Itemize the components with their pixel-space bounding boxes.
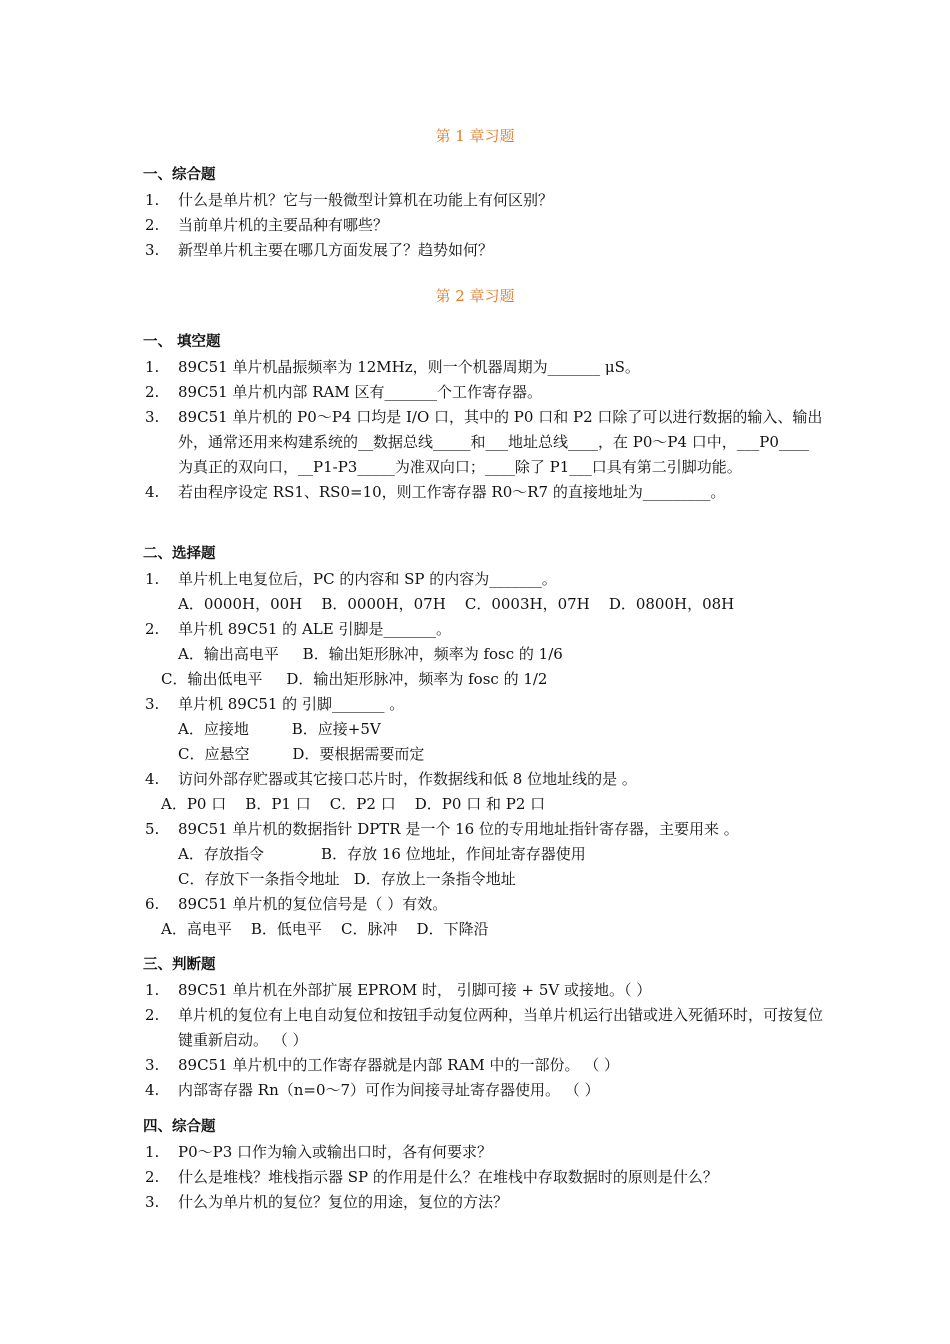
question-number: 1. — [145, 191, 160, 209]
question-text: 访问外部存贮器或其它接口芯片时，作数据线和低 8 位地址线的是 。 — [178, 770, 637, 788]
question-text: 89C51 单片机内部 RAM 区有_______个工作寄存器。 — [178, 383, 542, 401]
section-heading: 三、判断题 — [143, 957, 216, 973]
question-text: 当前单片机的主要品种有哪些？ — [178, 216, 389, 234]
question-item — [143, 238, 823, 263]
question-number: 2. — [145, 1006, 160, 1024]
question-number: 1. — [145, 981, 160, 999]
answer-options: A．存放指令 B．存放 16 位地址，作间址寄存器使用 — [178, 845, 586, 863]
section-heading: 四、综合题 — [143, 1119, 216, 1135]
question-number: 1. — [145, 1143, 160, 1161]
question-item — [143, 480, 823, 505]
question-item — [143, 355, 823, 380]
question-text: P0～P3 口作为输入或输出口时，各有何要求？ — [178, 1143, 493, 1161]
question-item — [143, 1078, 823, 1103]
question-item — [143, 692, 823, 717]
question-number: 4. — [145, 770, 160, 788]
question-item — [143, 405, 823, 480]
question-item — [143, 380, 823, 405]
multiple-choice-section — [143, 542, 823, 942]
fill-in-section — [143, 330, 823, 505]
section-heading: 一、 填空题 — [143, 334, 221, 350]
answer-options: A．输出高电平 B．输出矩形脉冲，频率为 fosc 的 1/6 — [178, 645, 563, 663]
question-text: 单片机 89C51 的 引脚_______ 。 — [178, 695, 405, 713]
question-text: 什么是堆栈？堆栈指示器 SP 的作用是什么？在堆栈中存取数据时的原则是什么？ — [178, 1168, 718, 1186]
question-text: 内部寄存器 Rn（n=0～7）可作为间接寻址寄存器使用。 （ ） — [178, 1081, 600, 1099]
question-number: 6. — [145, 895, 160, 913]
question-number: 4. — [145, 1081, 160, 1099]
question-number: 3. — [145, 1056, 160, 1074]
question-item — [143, 567, 823, 592]
answer-options: A．0000H，00H B．0000H，07H C．0003H，07H D．0800H，08H — [178, 595, 735, 613]
question-text: 89C51 单片机在外部扩展 EPROM 时， 引脚可接 + 5V 或接地。（ ） — [178, 981, 652, 999]
answer-options: A．应接地 B．应接+5V — [178, 720, 381, 738]
question-item — [143, 817, 823, 842]
question-item — [143, 1190, 823, 1215]
question-text: 单片机 89C51 的 ALE 引脚是_______。 — [178, 620, 451, 638]
question-item — [143, 1140, 823, 1165]
answer-options: C．存放下一条指令地址 D．存放上一条指令地址 — [178, 870, 516, 888]
question-number: 2. — [145, 1168, 160, 1186]
question-number: 2. — [145, 383, 160, 401]
section-heading: 二、选择题 — [143, 546, 216, 562]
question-item — [143, 1165, 823, 1190]
true-false-section — [143, 953, 823, 1103]
answer-options: C．输出低电平 D．输出矩形脉冲，频率为 fosc 的 1/2 — [161, 670, 548, 688]
question-item — [143, 213, 823, 238]
question-text: 若由程序设定 RS1、RS0=10，则工作寄存器 R0～R7 的直接地址为_________。 — [178, 483, 726, 501]
question-text: 新型单片机主要在哪几方面发展了？趋势如何？ — [178, 241, 494, 259]
section-heading: 一、综合题 — [143, 167, 216, 183]
question-item — [143, 978, 823, 1003]
question-text: 什么为单片机的复位？复位的用途，复位的方法？ — [178, 1193, 509, 1211]
chapter1-comprehensive-section — [143, 163, 823, 263]
question-number: 3. — [145, 695, 160, 713]
question-text: 89C51 单片机中的工作寄存器就是内部 RAM 中的一部份。 （ ） — [178, 1056, 619, 1074]
question-item — [143, 767, 823, 792]
question-text: 单片机上电复位后，PC 的内容和 SP 的内容为_______。 — [178, 570, 557, 588]
question-item — [143, 1003, 823, 1053]
question-number: 2. — [145, 216, 160, 234]
answer-options: A．高电平 B．低电平 C．脉冲 D．下降沿 — [161, 920, 489, 938]
question-text: 89C51 单片机的 P0～P4 口均是 I/O 口，其中的 P0 口和 P2 口除了可以进行数据的输入、输出外，通常还用来构建系统的__数据总线_____和___地址总线____，在 P0～P4 口中，___P0____为真正的双向口，__P1-P3_____为准双向口；____除了 P1___口具有第二引脚功能。 — [178, 408, 823, 476]
question-text: 89C51 单片机的数据指针 DPTR 是一个 16 位的专用地址指针寄存器，主要用来 。 — [178, 820, 739, 838]
question-text: 单片机的复位有上电自动复位和按钮手动复位两种，当单片机运行出错或进入死循环时，可按复位键重新启动。 （ ） — [178, 1006, 824, 1049]
comprehensive-section — [143, 1115, 823, 1215]
answer-options: C．应悬空 D．要根据需要而定 — [178, 745, 425, 763]
question-number: 3. — [145, 1193, 160, 1211]
question-number: 3. — [145, 408, 160, 426]
question-text: 89C51 单片机的复位信号是（ ）有效。 — [178, 895, 448, 913]
answer-options: A．P0 口 B．P1 口 C．P2 口 D．P0 口 和 P2 口 — [161, 795, 546, 813]
chapter2-title: 第 2 章习题 — [435, 287, 515, 305]
question-item — [143, 892, 823, 917]
question-item — [143, 617, 823, 642]
question-number: 2. — [145, 620, 160, 638]
question-number: 4. — [145, 483, 160, 501]
question-item — [143, 1053, 823, 1078]
question-number: 5. — [145, 820, 160, 838]
question-number: 3. — [145, 241, 160, 259]
question-text: 什么是单片机？它与一般微型计算机在功能上有何区别？ — [178, 191, 554, 209]
question-number: 1. — [145, 358, 160, 376]
question-number: 1. — [145, 570, 160, 588]
question-item — [143, 188, 823, 213]
question-text: 89C51 单片机晶振频率为 12MHz，则一个机器周期为_______ μS。 — [178, 358, 640, 376]
chapter1-title: 第 1 章习题 — [435, 127, 515, 145]
